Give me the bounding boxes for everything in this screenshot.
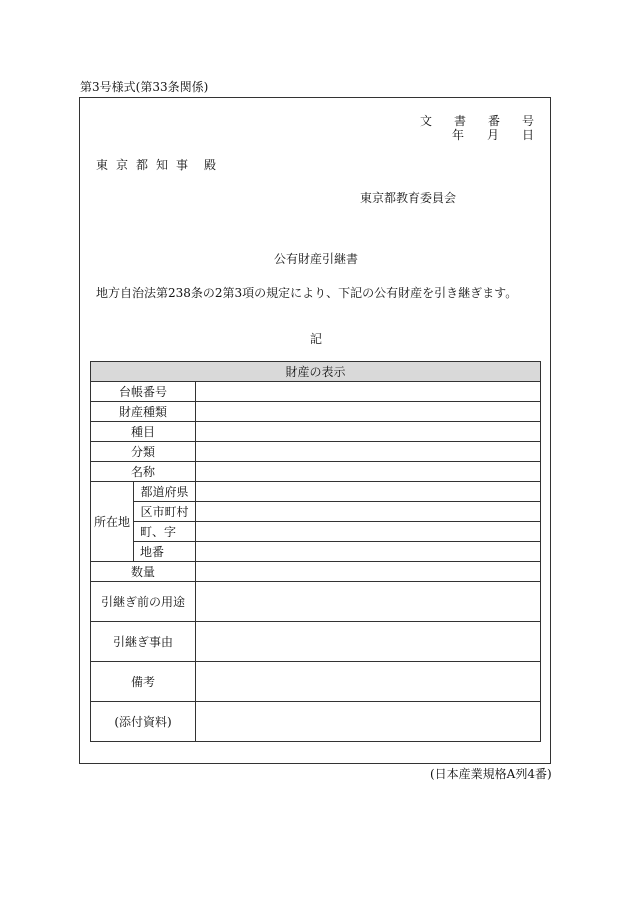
location-label: 所在地 — [91, 482, 134, 562]
doc-number-char: 文 — [420, 114, 433, 128]
document-title: 公有財産引継書 — [274, 252, 359, 266]
year-label: 年 — [452, 128, 465, 142]
property-type-field[interactable] — [196, 402, 541, 422]
addressee-char: 事 — [175, 158, 188, 172]
doc-number-char: 号 — [521, 114, 534, 128]
reason-label: 引継ぎ事由 — [91, 622, 196, 662]
classification-label: 分類 — [91, 442, 196, 462]
prior-use-field[interactable] — [196, 582, 541, 622]
name-label: 名称 — [91, 462, 196, 482]
remarks-field[interactable] — [196, 662, 541, 702]
date-label — [452, 128, 534, 142]
city-label: 区市町村 — [134, 502, 196, 522]
reason-field[interactable] — [196, 622, 541, 662]
ledger-number-field[interactable] — [196, 382, 541, 402]
ledger-number-label: 台帳番号 — [91, 382, 196, 402]
lot-field[interactable] — [196, 542, 541, 562]
paper-size-note: (日本産業規格A列4番) — [430, 767, 552, 781]
sender: 東京都教育委員会 — [360, 191, 457, 205]
name-field[interactable] — [196, 462, 541, 482]
addressee-char: 京 — [115, 158, 128, 172]
category-label: 種目 — [91, 422, 196, 442]
town-field[interactable] — [196, 522, 541, 542]
addressee-char: 都 — [135, 158, 148, 172]
body-text: 地方自治法第238条の2第3項の規定により、下記の公有財産を引き継ぎます。 — [96, 286, 518, 300]
classification-field[interactable] — [196, 442, 541, 462]
ki-label: 記 — [310, 332, 323, 346]
prefecture-field[interactable] — [196, 482, 541, 502]
table-title: 財産の表示 — [91, 362, 541, 382]
town-label: 町、字 — [134, 522, 196, 542]
doc-number-char: 書 — [453, 114, 466, 128]
addressee — [96, 158, 188, 172]
property-table — [90, 361, 541, 742]
remarks-label: 備考 — [91, 662, 196, 702]
month-label: 月 — [486, 128, 499, 142]
prefecture-label: 都道府県 — [134, 482, 196, 502]
honorific: 殿 — [204, 158, 217, 172]
quantity-field[interactable] — [196, 562, 541, 582]
document-number-label — [420, 114, 534, 128]
city-field[interactable] — [196, 502, 541, 522]
lot-label: 地番 — [134, 542, 196, 562]
addressee-char: 東 — [96, 158, 109, 172]
addressee-char: 知 — [155, 158, 168, 172]
category-field[interactable] — [196, 422, 541, 442]
prior-use-label: 引継ぎ前の用途 — [91, 582, 196, 622]
doc-number-char: 番 — [487, 114, 500, 128]
attachments-label: (添付資料) — [91, 702, 196, 742]
form-number-label: 第3号様式(第33条関係) — [80, 80, 209, 94]
quantity-label: 数量 — [91, 562, 196, 582]
day-label: 日 — [521, 128, 534, 142]
attachments-field[interactable] — [196, 702, 541, 742]
property-type-label: 財産種類 — [91, 402, 196, 422]
